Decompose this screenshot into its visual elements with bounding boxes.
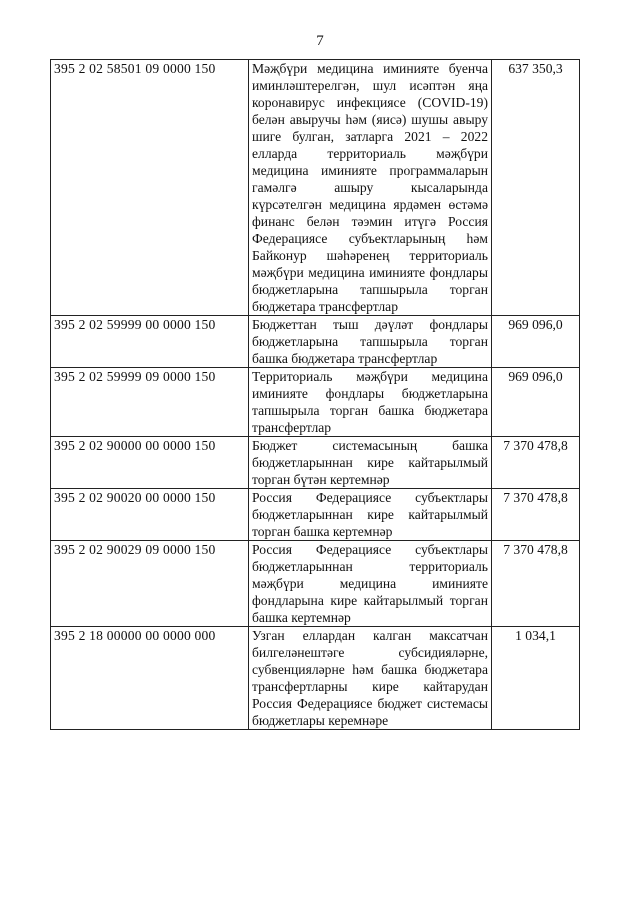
description-cell: Бюджеттан тыш дәүләт фондлары бюджетларына тапшырыла торган башка бюджетара трансфертлар bbox=[249, 316, 492, 368]
description-cell: Узган еллардан калган максатчан билгеләнештәге субсидияләрне, субвенцияләрне һәм башка бюджетара трансфертларны кире кайтарудан Россия Федерациясе бюджет системасы бюджетлары керемнәре bbox=[249, 627, 492, 730]
amount-cell: 1 034,1 bbox=[492, 627, 580, 730]
table-row bbox=[51, 316, 580, 368]
budget-code-cell: 395 2 18 00000 00 0000 000 bbox=[51, 627, 249, 730]
budget-code-cell: 395 2 02 90000 00 0000 150 bbox=[51, 437, 249, 489]
table-body bbox=[51, 60, 580, 730]
amount-cell: 969 096,0 bbox=[492, 316, 580, 368]
budget-revenue-table bbox=[50, 59, 580, 730]
table-row bbox=[51, 368, 580, 437]
budget-code-cell: 395 2 02 90029 09 0000 150 bbox=[51, 541, 249, 627]
description-cell: Россия Федерациясе субъектлары бюджетларыннан кире кайтарылмый торган башка кертемнәр bbox=[249, 489, 492, 541]
budget-code-cell: 395 2 02 59999 00 0000 150 bbox=[51, 316, 249, 368]
table-row bbox=[51, 437, 580, 489]
amount-cell: 7 370 478,8 bbox=[492, 541, 580, 627]
page-number: 7 bbox=[316, 33, 324, 49]
description-cell: Территориаль мәҗбүри медицина иминияте фондлары бюджетларына тапшырыла торган башка бюджетара трансфертлар bbox=[249, 368, 492, 437]
amount-cell: 7 370 478,8 bbox=[492, 437, 580, 489]
budget-code-cell: 395 2 02 59999 09 0000 150 bbox=[51, 368, 249, 437]
table-row bbox=[51, 60, 580, 316]
budget-code-cell: 395 2 02 58501 09 0000 150 bbox=[51, 60, 249, 316]
table-row bbox=[51, 541, 580, 627]
description-cell: Бюджет системасының башка бюджетларыннан кире кайтарылмый торган бүтән кертемнәр bbox=[249, 437, 492, 489]
description-cell: Россия Федерациясе субъектлары бюджетларыннан территориаль мәҗбүри медицина иминияте фондларына кире кайтарылмый торган башка кертемнәр bbox=[249, 541, 492, 627]
table-row bbox=[51, 489, 580, 541]
amount-cell: 637 350,3 bbox=[492, 60, 580, 316]
table-row bbox=[51, 627, 580, 730]
budget-code-cell: 395 2 02 90020 00 0000 150 bbox=[51, 489, 249, 541]
description-cell: Мәҗбүри медицина иминияте буенча иминләштерелгән, шул исәптән яңа коронавирус инфекциясе (COVID-19) белән авыручы һәм (яисә) шушы авыру шиге булган, затларга 2021 – 2022 елларда территориаль мәҗбүри медицина иминияте программаларын гамәлгә ашыру кысаларында күрсәтелгән медицина ярдәмен өстәмә финанс белән тәэмин итүгә Россия Федерациясе субъектларының һәм Байконур шәһәренең территориаль мәҗбүри медицина иминияте фондлары бюджетларына тапшырыла торган бюджетара трансфертлар bbox=[249, 60, 492, 316]
amount-cell: 7 370 478,8 bbox=[492, 489, 580, 541]
amount-cell: 969 096,0 bbox=[492, 368, 580, 437]
